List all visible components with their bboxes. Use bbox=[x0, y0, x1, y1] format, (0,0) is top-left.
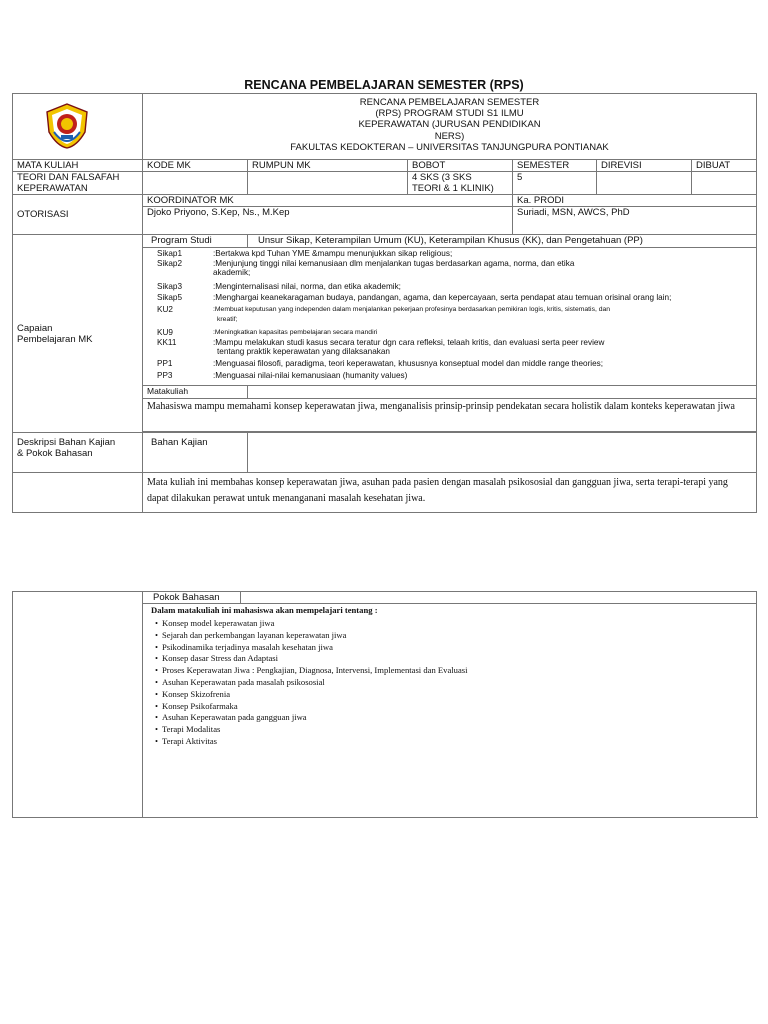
list-item: • Konsep dasar Stress dan Adaptasi bbox=[155, 653, 753, 665]
semester-value: 5 bbox=[513, 172, 597, 195]
course-name-line: TEORI DAN FALSAFAH bbox=[17, 172, 120, 183]
capaian-label bbox=[13, 235, 143, 433]
pokok-bahasan-intro: Dalam matakuliah ini mahasiswa akan mempelajari tentang : bbox=[151, 605, 378, 615]
list-item: • Asuhan Keperawatan pada masalah psikososial bbox=[155, 677, 753, 689]
capaian-text-cont: kreatif; bbox=[217, 315, 238, 323]
header-block bbox=[143, 94, 757, 160]
capaian-text-cont: tentang praktik keperawatan yang dilaksanakan bbox=[217, 347, 390, 357]
capaian-item bbox=[157, 338, 752, 357]
capaian-item bbox=[157, 259, 752, 278]
header-line: FAKULTAS KEDOKTERAN – UNIVERSITAS TANJUNGPURA PONTIANAK bbox=[290, 141, 609, 153]
bahan-kajian-value bbox=[248, 433, 757, 473]
col-semester: SEMESTER bbox=[513, 160, 597, 172]
col-direvisi: DIREVISI bbox=[597, 160, 692, 172]
header-line: NERS) bbox=[434, 130, 465, 142]
header-line: (RPS) PROGRAM STUDI S1 ILMU bbox=[375, 108, 524, 120]
list-item: • Terapi Aktivitas bbox=[155, 736, 753, 748]
capaian-item bbox=[157, 305, 752, 324]
capaian-text bbox=[213, 338, 752, 357]
deskripsi-empty bbox=[13, 473, 143, 513]
deskripsi-label bbox=[13, 433, 143, 473]
bobot-line: 4 SKS (3 SKS bbox=[412, 172, 472, 183]
capaian-item bbox=[157, 293, 752, 303]
capaian-code: KU9 bbox=[157, 328, 173, 338]
koordinator-name: Djoko Priyono, S.Kep, Ns., M.Kep bbox=[143, 207, 513, 235]
capaian-text bbox=[213, 305, 752, 324]
capaian-item bbox=[157, 359, 752, 369]
document-title: RENCANA PEMBELAJARAN SEMESTER (RPS) bbox=[244, 78, 524, 92]
capaian-text: :Menginternalisasi nilai, norma, dan etika akademik; bbox=[213, 281, 401, 291]
direvisi-value bbox=[597, 172, 692, 195]
capaian-item bbox=[157, 328, 752, 338]
list-item: • Konsep Skizofrenia bbox=[155, 689, 753, 701]
matakuliah-label: Matakuliah bbox=[143, 386, 248, 399]
logo-cell bbox=[13, 94, 143, 160]
capaian-code: Sikap3 bbox=[157, 281, 183, 291]
capaian-code: PP3 bbox=[157, 370, 173, 380]
list-item: • Sejarah dan perkembangan layanan keperawatan jiwa bbox=[155, 630, 753, 642]
deskripsi-label-line: & Pokok Bahasan bbox=[17, 448, 93, 459]
capaian-code: PP1 bbox=[157, 358, 173, 368]
dibuat-value bbox=[692, 172, 757, 195]
program-studi-label: Program Studi bbox=[143, 235, 248, 248]
list-item: • Asuhan Keperawatan pada gangguan jiwa bbox=[155, 712, 753, 724]
capaian-text-main: :Membuat keputusan yang independen dalam menjalankan pekerjaan profesinya berdasarkan pemikiran logis, kritis, sistematis, dan bbox=[213, 305, 611, 313]
kode-mk-value bbox=[143, 172, 248, 195]
capaian-text: :Menghargai keanekaragaman budaya, pandangan, agama, dan kepercayaan, serta pendapat atau temuan orisinal orang lain; bbox=[213, 293, 672, 303]
capaian-item bbox=[157, 249, 752, 259]
rumpun-mk-value bbox=[248, 172, 408, 195]
capaian-text-main: :Menjunjung tinggi nilai kemanusiaan dlm menjalankan tugas berdasarkan agama, norma, dan etika bbox=[213, 258, 575, 268]
capaian-text-cont: akademik; bbox=[213, 268, 251, 278]
pokok-bahasan-label-spacer bbox=[241, 592, 757, 604]
list-item: • Psikodinamika terjadinya masalah kesehatan jiwa bbox=[155, 642, 753, 654]
pokok-bahasan-table bbox=[12, 591, 757, 818]
capaian-text: :Meningkatkan kapasitas pembelajaran secara mandiri bbox=[213, 329, 378, 337]
deskripsi-text: Mata kuliah ini membahas konsep keperawatan jiwa, asuhan pada pasien dengan masalah psikososial dan gangguan jiwa, serta terapi-terapi yang dapat dilakukan perawat untuk menanganani masalah kesehatan jiwa. bbox=[143, 473, 757, 513]
capaian-text bbox=[213, 259, 752, 278]
capaian-code: KK11 bbox=[157, 337, 177, 347]
col-dibuat: DIBUAT bbox=[692, 160, 757, 172]
pokok-bahasan-left-cell bbox=[13, 592, 143, 818]
capaian-code: KU2 bbox=[157, 304, 173, 314]
otorisasi-label: OTORISASI bbox=[13, 195, 143, 235]
col-kode-mk: KODE MK bbox=[143, 160, 248, 172]
col-rumpun-mk: RUMPUN MK bbox=[248, 160, 408, 172]
unsur-text: Unsur Sikap, Keterampilan Umum (KU), Keterampilan Khusus (KK), dan Pengetahuan (PP) bbox=[248, 235, 757, 248]
capaian-code: Sikap5 bbox=[157, 293, 183, 303]
capaian-list bbox=[143, 248, 757, 386]
kaprodi-label: Ka. PRODI bbox=[513, 195, 757, 207]
list-item: • Terapi Modalitas bbox=[155, 724, 753, 736]
list-item: • Konsep model keperawatan jiwa bbox=[155, 618, 753, 630]
rps-main-table bbox=[12, 93, 757, 513]
capaian-text: :Bertakwa kpd Tuhan YME &mampu menunjukkan sikap religious; bbox=[213, 249, 453, 258]
capaian-text: :Menguasai nilai-nilai kemanusiaan (humanity values) bbox=[213, 370, 408, 380]
capaian-item bbox=[157, 282, 752, 292]
list-item: • Konsep Psikofarmaka bbox=[155, 701, 753, 713]
header-line: RENCANA PEMBELAJARAN SEMESTER bbox=[359, 97, 540, 108]
matakuliah-text: Mahasiswa mampu memahami konsep keperawatan jiwa, menganalisis prinsip-prinsip pendekatan secara holistik dalam konteks keperawatan jiwa bbox=[143, 399, 757, 432]
bobot-line: TEORI & 1 KLINIK) bbox=[412, 183, 494, 194]
kaprodi-name: Suriadi, MSN, AWCS, PhD bbox=[513, 207, 757, 235]
pokok-bahasan-items bbox=[151, 618, 753, 748]
list-item: • Proses Keperawatan Jiwa : Pengkajian, Diagnosa, Intervensi, Implementasi dan Evaluasi bbox=[155, 665, 753, 677]
header-line: KEPERAWATAN (JURUSAN PENDIDIKAN bbox=[358, 119, 541, 131]
capaian-label-line: Capaian bbox=[17, 322, 53, 334]
col-mata-kuliah: MATA KULIAH bbox=[13, 160, 143, 172]
pokok-bahasan-label: Pokok Bahasan bbox=[143, 592, 241, 604]
course-name-line: KEPERAWATAN bbox=[17, 183, 88, 194]
matakuliah-label-spacer bbox=[248, 386, 757, 399]
pokok-bahasan-list bbox=[143, 604, 757, 818]
course-name bbox=[13, 172, 143, 195]
capaian-code: Sikap1 bbox=[157, 249, 183, 258]
capaian-label-line: Pembelajaran MK bbox=[17, 333, 93, 345]
capaian-item bbox=[157, 371, 752, 381]
deskripsi-label-line: Deskripsi Bahan Kajian bbox=[17, 437, 116, 448]
bobot-value bbox=[408, 172, 513, 195]
bahan-kajian-label: Bahan Kajian bbox=[143, 433, 248, 473]
col-bobot: BOBOT bbox=[408, 160, 513, 172]
capaian-text-main: :Mampu melakukan studi kasus secara teratur dgn cara refleksi, telaah kritis, dan evaluasi serta peer review bbox=[213, 337, 605, 347]
capaian-code: Sikap2 bbox=[157, 258, 183, 268]
capaian-text: :Menguasai filosofi, paradigma, teori keperawatan, khususnya konseptual model dan middle range theories; bbox=[213, 358, 604, 368]
koordinator-label: KOORDINATOR MK bbox=[143, 195, 513, 207]
